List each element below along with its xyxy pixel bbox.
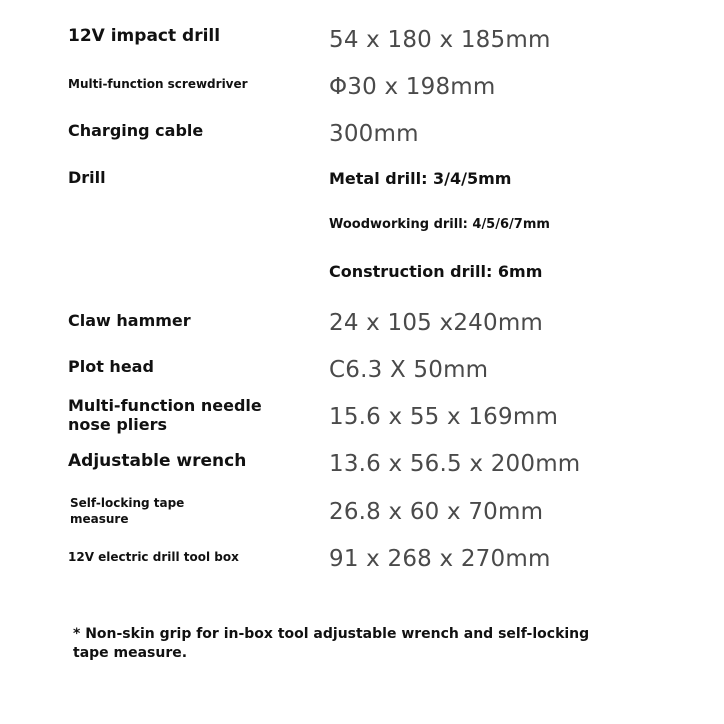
row-value-adjustable-wrench: 13.6 x 56.5 x 200mm [329, 451, 581, 477]
row-label-drill: Drill [68, 168, 106, 187]
row-value-tool-box: 91 x 268 x 270mm [329, 546, 551, 572]
drill-value-metal: Metal drill: 3/4/5mm [329, 169, 512, 188]
footnote: * Non-skin grip for in-box tool adjustable wrench and self-locking tape measure. [73, 626, 590, 661]
row-label-charging-cable: Charging cable [68, 121, 204, 140]
row-label-screwdriver: Multi-function screwdriver [68, 77, 248, 91]
row-value-claw-hammer: 24 x 105 x240mm [329, 310, 544, 336]
row-label-claw-hammer: Claw hammer [68, 311, 191, 330]
row-value-charging-cable: 300mm [329, 121, 419, 147]
row-label-needle-nose-pliers: Multi-function needle nose pliers [68, 396, 262, 435]
row-value-needle-nose-pliers: 15.6 x 55 x 169mm [329, 404, 559, 430]
row-value-screwdriver: Φ30 x 198mm [329, 74, 496, 100]
row-value-tape-measure: 26.8 x 60 x 70mm [329, 499, 544, 525]
row-label-plot-head: Plot head [68, 357, 154, 376]
row-label-tool-box: 12V electric drill tool box [68, 550, 239, 564]
row-value-impact-drill: 54 x 180 x 185mm [329, 27, 551, 53]
drill-value-woodworking: Woodworking drill: 4/5/6/7mm [329, 217, 550, 232]
row-label-impact-drill: 12V impact drill [68, 26, 221, 46]
row-label-adjustable-wrench: Adjustable wrench [68, 451, 247, 471]
drill-value-construction: Construction drill: 6mm [329, 262, 543, 281]
row-value-plot-head: C6.3 X 50mm [329, 357, 489, 383]
row-label-tape-measure: Self-locking tape measure [70, 496, 185, 526]
